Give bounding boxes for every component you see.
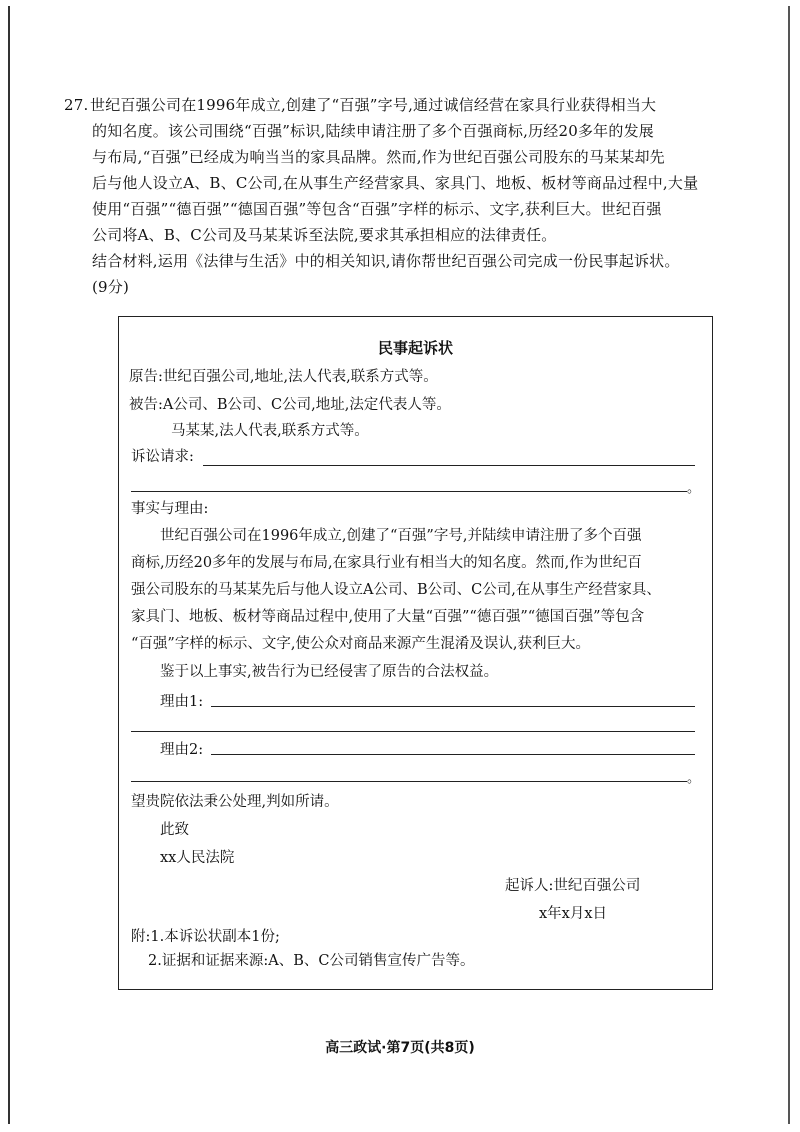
court-name: xx人民法院 [160, 850, 235, 866]
request-line: 望贵院依法秉公处理,判如所请。 [131, 794, 339, 810]
reason2-answer-line-2[interactable] [131, 781, 687, 782]
question-line: 公司将A、B、C公司及马某某诉至法院,要求其承担相应的法律责任。 [92, 226, 557, 244]
reason1-answer-line-2[interactable] [131, 731, 695, 732]
question-line: 与布局,“百强”已经成为响当当的家具品牌。然而,作为世纪百强公司股东的马某某却先 [92, 148, 665, 166]
given-statement: 鉴于以上事实,被告行为已经侵害了原告的合法权益。 [160, 664, 499, 680]
question-line: 的知名度。该公司围绕“百强”标识,陆续申请注册了多个百强商标,历经20多年的发展 [92, 122, 654, 140]
claim-answer-line-2[interactable] [131, 491, 687, 492]
question-points: (9分) [92, 278, 130, 296]
line-end-mark: 。 [687, 481, 701, 496]
signer-line: 起诉人:世纪百强公司 [505, 878, 641, 894]
page-footer: 高三政试·第7页(共8页) [325, 1040, 475, 1056]
question-line: 结合材料,运用《法律与生活》中的相关知识,请你帮世纪百强公司完成一份民事起诉状。 [92, 252, 680, 270]
facts-line: 强公司股东的马某某先后与他人设立A公司、B公司、C公司,在从事生产经营家具、 [131, 582, 661, 598]
plaintiff-line: 原告:世纪百强公司,地址,法人代表,联系方式等。 [129, 369, 438, 385]
line-end-mark: 。 [687, 771, 701, 786]
facts-line: 商标,历经20多年的发展与布局,在家具行业有相当大的知名度。然而,作为世纪百 [131, 555, 642, 571]
facts-line: 家具门、地板、板材等商品过程中,使用了大量“百强”“德百强”“德国百强”等包含 [131, 609, 645, 625]
facts-line: 世纪百强公司在1996年成立,创建了“百强”字号,并陆续申请注册了多个百强 [160, 528, 642, 544]
facts-label: 事实与理由: [131, 501, 209, 517]
salutation: 此致 [160, 822, 189, 838]
date-line: x年x月x日 [539, 906, 608, 922]
reason1-label: 理由1: [160, 694, 204, 710]
question-number: 27. [64, 96, 89, 114]
question-line: 使用“百强”“德百强”“德国百强”等包含“百强”字样的标示、文字,获利巨大。世纪百强 [92, 200, 662, 218]
question-27 [64, 92, 732, 300]
question-line: 后与他人设立A、B、C公司,在从事生产经营家具、家具门、地板、板材等商品过程中,大量 [92, 174, 699, 192]
complaint-form [118, 316, 713, 990]
defendant-person-line: 马某某,法人代表,联系方式等。 [171, 423, 369, 439]
facts-paragraph [131, 523, 691, 658]
defendant-line: 被告:A公司、B公司、C公司,地址,法定代表人等。 [129, 397, 451, 413]
claim-label: 诉讼请求: [131, 449, 194, 465]
question-line: 27. 世纪百强公司在1996年成立,创建了“百强”字号,通过诚信经营在家具行业获得相当大 [92, 92, 732, 118]
attachment-1: 附:1.本诉讼状副本1份; [131, 929, 280, 945]
reason1-answer-line[interactable] [211, 706, 695, 707]
form-title: 民事起诉状 [377, 339, 453, 357]
attachment-2: 2.证据和证据来源:A、B、C公司销售宣传广告等。 [148, 953, 475, 969]
reason2-answer-line[interactable] [211, 754, 695, 755]
facts-line: “百强”字样的标示、文字,使公众对商品来源产生混淆及误认,获利巨大。 [131, 636, 591, 652]
claim-answer-line[interactable] [203, 465, 695, 466]
reason2-label: 理由2: [160, 742, 204, 758]
